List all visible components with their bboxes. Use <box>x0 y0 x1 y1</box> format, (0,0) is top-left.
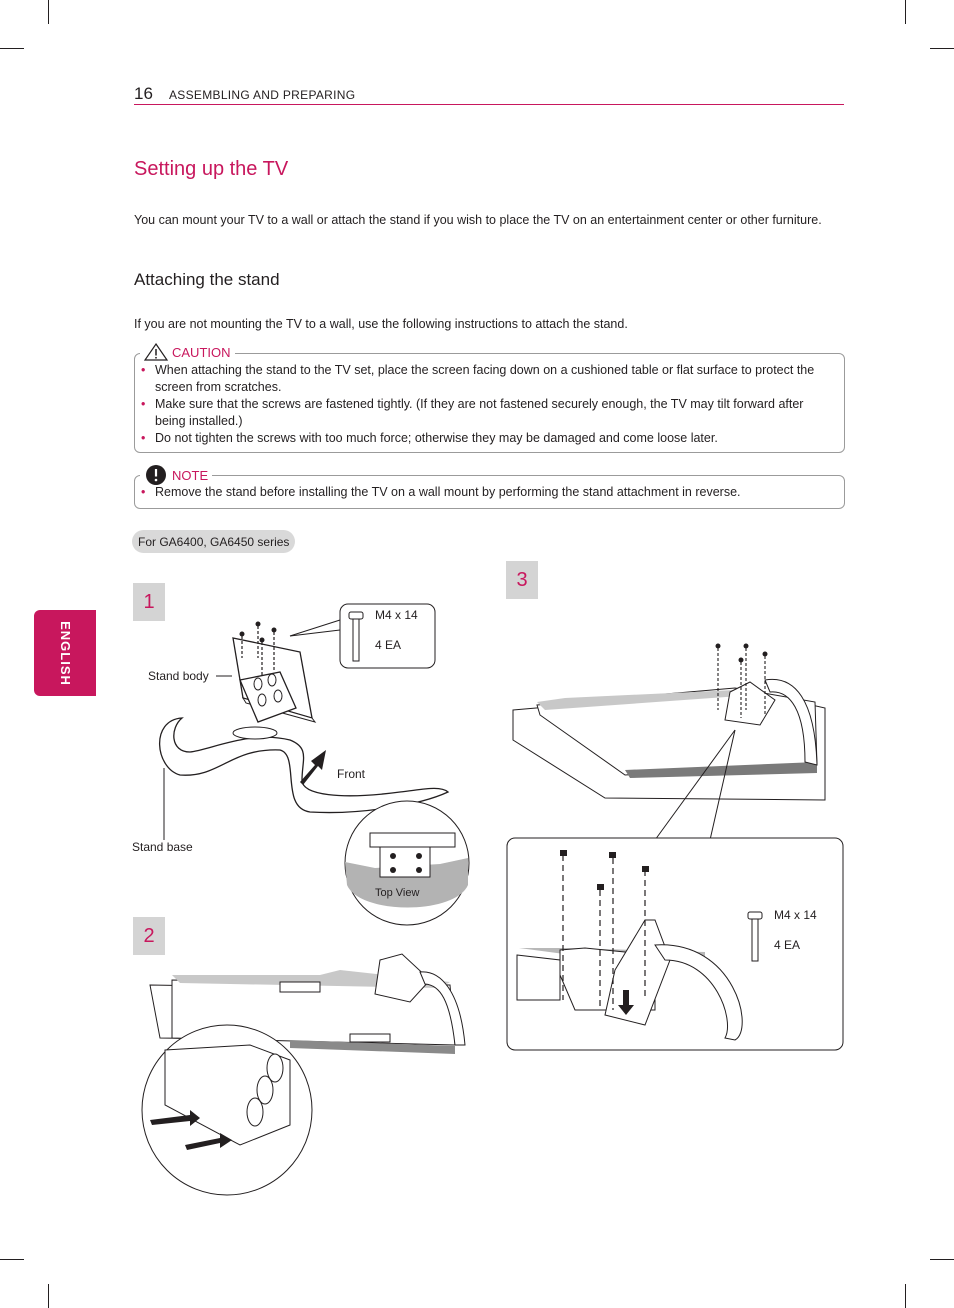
screw-count-label: 4 EA <box>375 638 402 652</box>
crop-mark <box>930 1259 954 1260</box>
caution-title: CAUTION <box>172 344 231 360</box>
stand-assembly-illustration <box>130 600 480 930</box>
header-rule <box>134 104 844 105</box>
crop-mark <box>905 1284 906 1308</box>
step-badge-2: 2 <box>133 917 165 955</box>
screw-size-label: M4 x 14 <box>774 908 817 922</box>
series-badge: For GA6400, GA6450 series <box>132 530 295 553</box>
language-tab-label: ENGLISH <box>57 620 73 686</box>
crop-mark <box>930 48 954 49</box>
caution-list <box>140 362 830 447</box>
section-header: ASSEMBLING AND PREPARING <box>169 88 356 102</box>
language-tab-label-wrap <box>34 610 96 696</box>
step-badge-1: 1 <box>133 583 165 621</box>
caution-title-wrap <box>140 343 235 361</box>
screw-count-label: 4 EA <box>774 938 801 952</box>
front-label: Front <box>337 767 366 781</box>
crop-mark <box>905 0 906 24</box>
crop-mark <box>0 48 24 49</box>
section-subtitle: Attaching the stand <box>134 270 280 289</box>
note-list <box>140 484 830 501</box>
crop-mark <box>48 1284 49 1308</box>
top-view-label: Top View <box>375 887 420 899</box>
note-info-icon <box>144 464 168 486</box>
list-item: • Remove the stand before installing the TV on a wall mount by performing the stand attachment in reverse. <box>140 484 830 501</box>
stand-base-label: Stand base <box>132 840 193 854</box>
screw-size-label: M4 x 14 <box>375 608 418 622</box>
step-badge-3: 3 <box>506 561 538 599</box>
page-number: 16 <box>134 84 153 103</box>
tv-screw-fasten-illustration <box>505 630 845 1055</box>
tv-stand-attach-illustration <box>140 950 470 1195</box>
crop-mark <box>48 0 49 24</box>
crop-mark <box>0 1259 24 1260</box>
note-title: NOTE <box>172 467 209 483</box>
warning-triangle-icon <box>144 343 168 361</box>
list-item: • Make sure that the screws are fastened tightly. (If they are not fastened securely enough, the TV may tilt forward after being installed.) <box>140 396 830 430</box>
intro-text: You can mount your TV to a wall or attach the stand if you wish to place the TV on an entertainment center or other furniture. <box>134 213 822 227</box>
note-title-wrap <box>140 464 212 486</box>
stand-body-label: Stand body <box>148 669 209 683</box>
page-title: Setting up the TV <box>134 158 289 180</box>
subintro-text: If you are not mounting the TV to a wall, use the following instructions to attach the stand. <box>134 317 628 331</box>
list-item: • When attaching the stand to the TV set, place the screen facing down on a cushioned table or flat surface to protect the screen from scratches. <box>140 362 830 396</box>
list-item: • Do not tighten the screws with too much force; otherwise they may be damaged and come loose later. <box>140 430 830 447</box>
